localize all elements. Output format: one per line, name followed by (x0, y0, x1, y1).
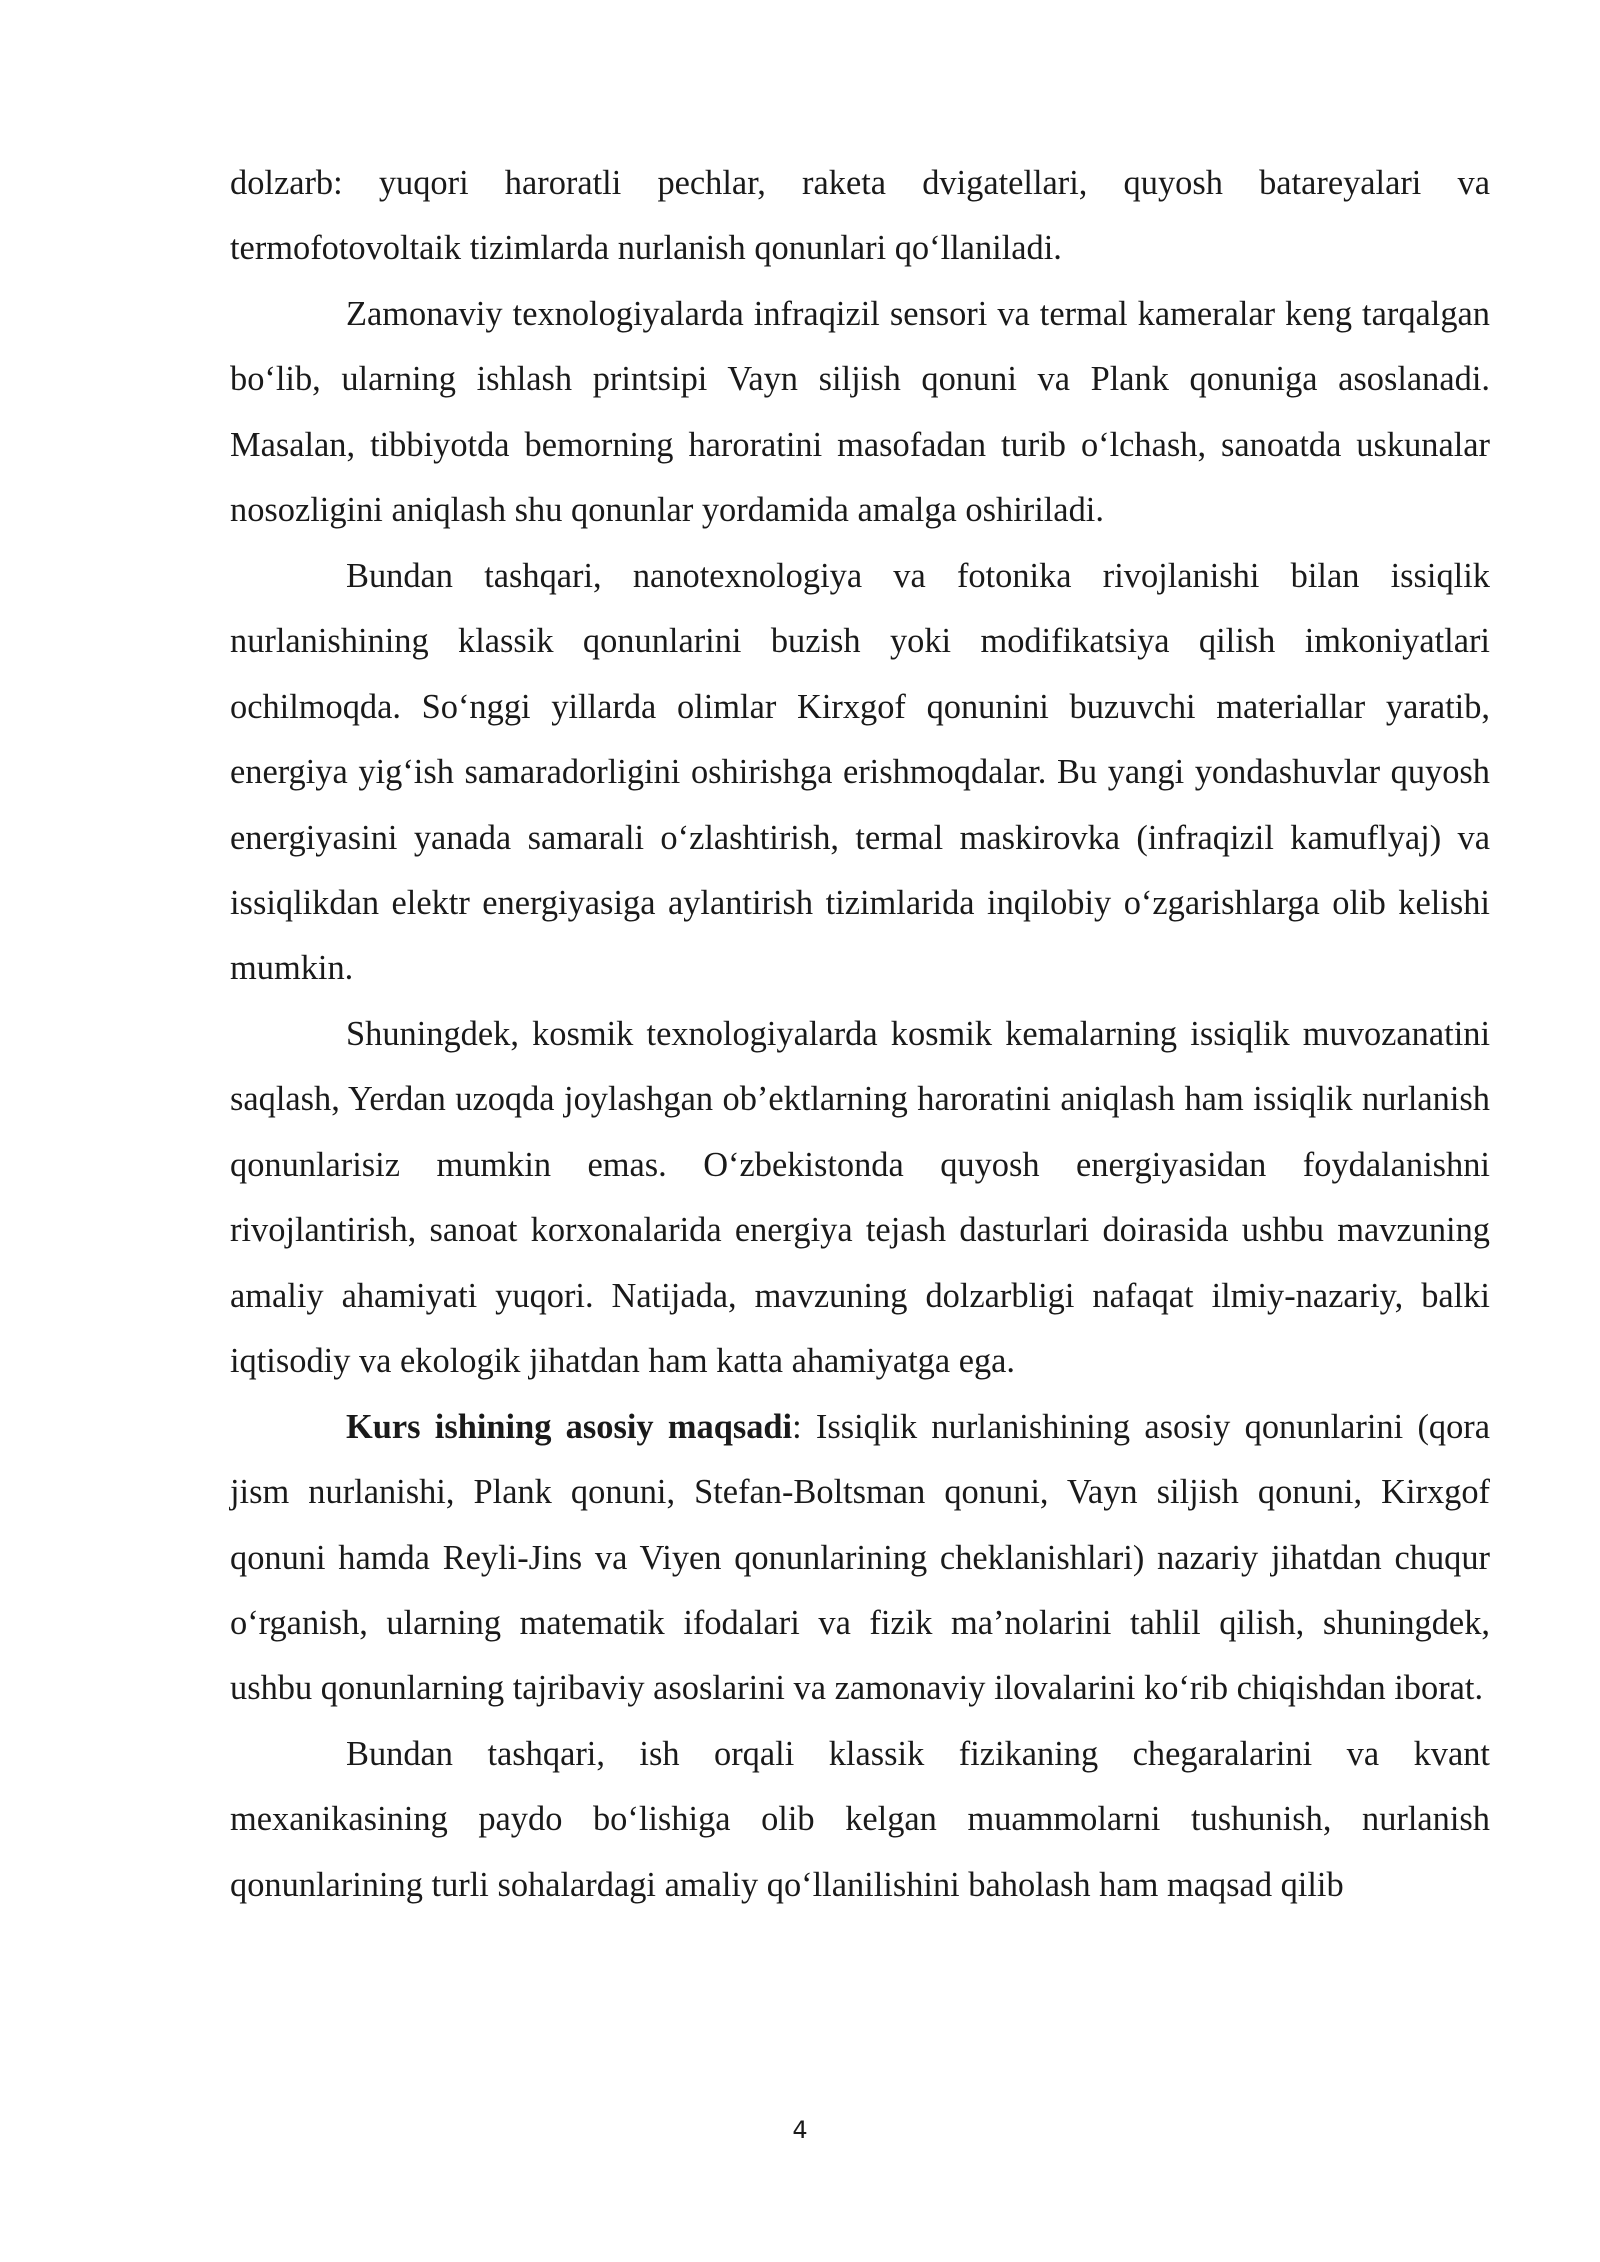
paragraph-6: Bundan tashqari, ish orqali klassik fizikaning chegaralarini va kvant mexanikasining paydo bo‘lishiga olib kelgan muammolarni tushunish, nurlanish qonunlarining turli sohalardagi amaliy qo‘llanilishini baholash ham maqsad qilib (230, 1734, 1490, 1904)
paragraph-1: dolzarb: yuqori haroratli pechlar, raketa dvigatellari, quyosh batareyalari va termofotovoltaik tizimlarda nurlanish qonunlari qo‘llaniladi. (230, 164, 1490, 268)
paragraph-2: Zamonaviy texnologiyalarda infraqizil sensori va termal kameralar keng tarqalgan bo‘lib, ularning ishlash printsipi Vayn siljish qonuni va Plank qonuniga asoslanadi. Masalan, tibbiyotda bemorning haroratini masofadan turib o‘lchash, sanoatda uskunalar nosozligini aniqlash shu qonunlar yordamida amalga oshiriladi. (230, 294, 1490, 530)
paragraph-3: Bundan tashqari, nanotexnologiya va fotonika rivojlanishi bilan issiqlik nurlanishining klassik qonunlarini buzish yoki modifikatsiya qilish imkoniyatlari ochilmoqda. So‘nggi yillarda olimlar Kirxgof qonunini buzuvchi materiallar yaratib, energiya yig‘ish samaradorligini oshirishga erishmoqdalar. Bu yangi yondashuvlar quyosh energiyasini yanada samarali o‘zlashtirish, termal maskirovka (infraqizil kamuflyaj) va issiqlikdan elektr energiyasiga aylantirish tizimlarida inqilobiy o‘zgarishlarga olib kelishi mumkin. (230, 556, 1490, 988)
page-number: 4 (792, 2116, 808, 2144)
paragraph-5-bold-lead: Kurs ishining asosiy maqsadi (346, 1407, 793, 1446)
paragraph-5 (230, 1395, 1490, 1722)
paragraph-5-text: : Issiqlik nurlanishining asosiy qonunlarini (qora jism nurlanishi, Plank qonuni, Stefan-Boltsman qonuni, Vayn siljish qonuni, Kirxgof qonuni hamda Reyli-Jins va Viyen qonunlarining cheklanishlari) nazariy jihatdan chuqur o‘rganish, ularning matematik ifodalari va fizik ma’nolarini tahlil qilish, shuningdek, ushbu qonunlarning tajribaviy asoslarini va zamonaviy ilovalarini ko‘rib chiqishdan iborat. (230, 1407, 1491, 1708)
document-body (230, 151, 1490, 1918)
paragraph-4: Shuningdek, kosmik texnologiyalarda kosmik kemalarning issiqlik muvozanatini saqlash, Yerdan uzoqda joylashgan ob’ektlarning haroratini aniqlash ham issiqlik nurlanish qonunlarisiz mumkin emas. O‘zbekistonda quyosh energiyasidan foydalanishni rivojlantirish, sanoat korxonalarida energiya tejash dasturlari doirasida ushbu mavzuning amaliy ahamiyati yuqori. Natijada, mavzuning dolzarbligi nafaqat ilmiy-nazariy, balki iqtisodiy va ekologik jihatdan ham katta ahamiyatga ega. (230, 1014, 1490, 1381)
